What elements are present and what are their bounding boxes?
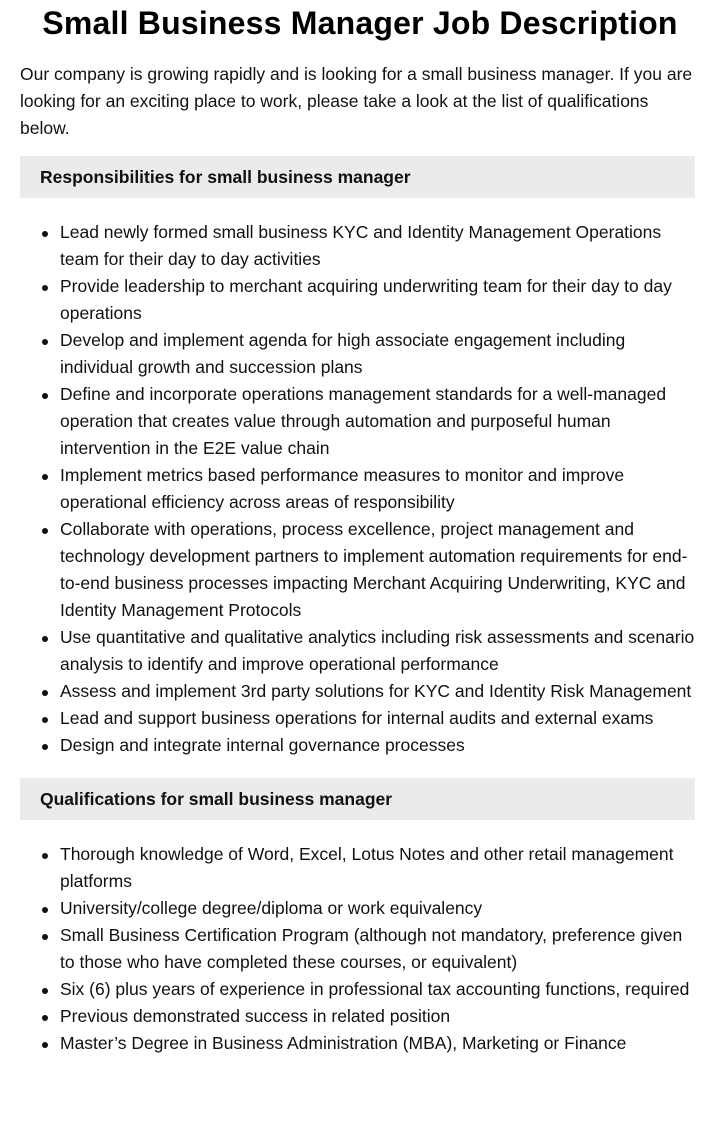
- list-item: Collaborate with operations, process excellence, project management and technology development partners to implement automation requirements for end-to-end business processes impacting Merchant Acquiring Underwriting, KYC and Identity Management Protocols: [60, 516, 700, 624]
- responsibilities-list: [20, 219, 700, 759]
- list-item: Six (6) plus years of experience in professional tax accounting functions, required: [60, 976, 700, 1003]
- list-item: Develop and implement agenda for high associate engagement including individual growth and succession plans: [60, 327, 700, 381]
- list-item: Use quantitative and qualitative analytics including risk assessments and scenario analysis to identify and improve operational performance: [60, 624, 700, 678]
- list-item: Assess and implement 3rd party solutions for KYC and Identity Risk Management: [60, 678, 700, 705]
- list-item: Implement metrics based performance measures to monitor and improve operational efficiency across areas of responsibility: [60, 462, 700, 516]
- list-item: Define and incorporate operations management standards for a well-managed operation that creates value through automation and purposeful human intervention in the E2E value chain: [60, 381, 700, 462]
- list-item: University/college degree/diploma or work equivalency: [60, 895, 700, 922]
- intro-paragraph: Our company is growing rapidly and is looking for a small business manager. If you are looking for an exciting place to work, please take a look at the list of qualifications below.: [20, 64, 693, 138]
- list-item: Previous demonstrated success in related position: [60, 1003, 700, 1030]
- list-item: Lead and support business operations for internal audits and external exams: [60, 705, 700, 732]
- qualifications-heading: Qualifications for small business manager: [20, 778, 695, 820]
- qualifications-list: [20, 841, 700, 1057]
- list-item: Small Business Certification Program (although not mandatory, preference given to those who have completed these courses, or equivalent): [60, 922, 700, 976]
- list-item: Provide leadership to merchant acquiring underwriting team for their day to day operations: [60, 273, 700, 327]
- list-item: Lead newly formed small business KYC and Identity Management Operations team for their day to day activities: [60, 219, 700, 273]
- list-item: Thorough knowledge of Word, Excel, Lotus Notes and other retail management platforms: [60, 841, 700, 895]
- responsibilities-heading: Responsibilities for small business manager: [20, 156, 695, 198]
- list-item: Master’s Degree in Business Administration (MBA), Marketing or Finance: [60, 1030, 700, 1057]
- page-title: Small Business Manager Job Description: [42, 5, 678, 41]
- list-item: Design and integrate internal governance processes: [60, 732, 700, 759]
